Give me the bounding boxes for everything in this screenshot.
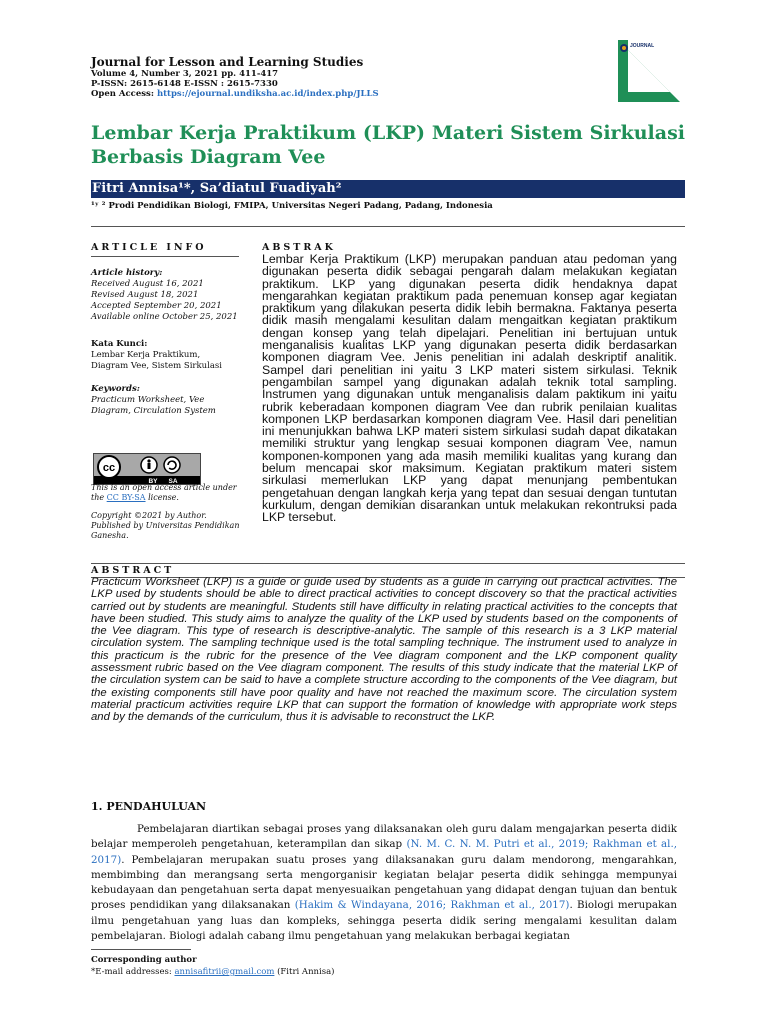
received-date: Received August 16, 2021 — [91, 279, 204, 289]
divider — [91, 256, 239, 257]
abstrak-text: Lembar Kerja Praktikum (LKP) merupakan panduan atau pedoman yang digunakan peserta didik sebagai pengarah dalam melakukan kegiatan praktikum. LKP yang digunakan peserta didik hendaknya dapat mengarahkan kegiatan praktikum pada penemuan konsep agar kegiatan praktikum yang dilakukan peserta didik lebih bermakna. Faktanya peserta didik masih mengalami kesulitan dalam mengaitkan kegiatan praktikum dengan konsep yang telah dipelajari. Penelitian ini bertujuan untuk menganalisis kualitas LKP yang digunakan peserta didik berdasarkan komponen diagram Vee. Jenis penelitian ini adalah deskriptif analitik. Sampel dari penelitian ini yaitu 3 LKP materi sistem sirkulasi. Teknik pengambilan sampel yang digunakan adalah teknik total sampling. Instrumen yang digunakan untuk menganalisis dalam paktikum ini yaitu rubrik keberadaan komponen diagram Vee dan rubrik penilaian kualitas komponen LKP berdasarkan komponen diagram Vee. Hasil dari penelitian ini menunjukkan bahwa LKP materi sistem sirkulasi sudah dapat dikatakan memiliki struktur yang lengkap sesuai komponen diagram Vee, namun komponen-komponen yang ada masih memiliki kualitas yang kurang dan belum mencapai skor maksimum. Kegiatan praktikum materi sistem sirkulasi memerlukan LKP yang dapat menunjang pembentukan pengetahuan dengan langkah kerja yang tepat dan sesuai dengan tuntutan kurkulum, dengan demikian disarankan untuk melakukan rekontruksi pada LKP tersebut. — [262, 252, 677, 525]
journal-logo — [618, 40, 680, 102]
footnote-divider — [91, 949, 191, 950]
keywords-label: Keywords: — [91, 384, 140, 394]
article-history — [91, 268, 241, 323]
svg-text:cc: cc — [102, 462, 116, 474]
kata-line-1: Lembar Kerja Praktikum, — [91, 350, 201, 360]
license-text — [91, 483, 243, 503]
accepted-date: Accepted September 20, 2021 — [91, 301, 222, 311]
keywords — [91, 384, 241, 417]
volume-info: Volume 4, Number 3, 2021 pp. 411-417 — [91, 69, 279, 79]
email-label: *E-mail addresses: — [91, 967, 175, 977]
section-title: 1. PENDAHULUAN — [91, 800, 207, 813]
kata-line-2: Diagram Vee, Sistem Sirkulasi — [91, 361, 222, 371]
online-date: Available online October 25, 2021 — [91, 312, 238, 322]
email-link[interactable]: annisafitrii@gmail.com — [174, 967, 275, 977]
article-info-heading: ARTICLE INFO — [91, 242, 207, 253]
author-names: Fitri Annisa¹*, Sa’diatul Fuadiyah² — [92, 181, 342, 196]
revised-date: Revised August 18, 2021 — [91, 290, 199, 300]
citation-link[interactable]: (N. M. C. N. M. Putri et al., 2019; Rakhman et al., 2017) — [91, 838, 677, 866]
text-run: . Biologi merupakan ilmu pengetahuan yang luas dan kompleks, sehingga peserta didik sering mengalami kesulitan dalam pembelajaran. Biologi adalah cabang ilmu pengetahuan yang melakukan berbagai kegiatan — [91, 899, 677, 943]
email-line — [91, 967, 334, 977]
logo-text: JOURNAL — [630, 43, 655, 49]
cc-by-sa-link[interactable]: CC BY-SA — [106, 493, 146, 502]
author-bar — [91, 180, 685, 198]
journal-title: Journal for Lesson and Learning Studies — [91, 55, 364, 69]
open-access-line — [91, 89, 379, 99]
body-text — [91, 822, 677, 944]
history-label: Article history: — [91, 268, 163, 278]
open-access-label: Open Access: — [91, 89, 154, 99]
issn-info: P-ISSN: 2615-6148 E-ISSN : 2615-7330 — [91, 79, 278, 89]
abstract-heading: ABSTRACT — [91, 565, 175, 576]
divider — [91, 563, 685, 564]
journal-url-link[interactable]: https://ejournal.undiksha.ac.id/index.php/JLLS — [156, 89, 379, 99]
svg-text:SA: SA — [168, 478, 178, 484]
abstrak-heading: ABSTRAK — [262, 242, 336, 253]
citation-link[interactable]: (Hakim & Windayana, 2016; Rakhman et al., 2017) — [294, 899, 570, 912]
email-owner: (Fitri Annisa) — [274, 967, 335, 977]
text-run: . Pembelajaran merupakan suatu proses yang dilaksanakan guru dalam mendorong, mengarahkan, membimbing dan merangsang serta mengorganisir kegiatan belajar peserta didik sehingga mempunyai kebudayaan dan pengetahuan serta dapat menyesuaikan pengetahuan yang didapat dengan tujuan dan bentuk proses pendidikan yang dilaksanakan — [91, 853, 677, 912]
svg-text:BY: BY — [148, 478, 158, 484]
kata-label: Kata Kunci: — [91, 339, 148, 349]
paper-title: Lembar Kerja Praktikum (LKP) Materi Sistem Sirkulasi Berbasis Diagram Vee — [91, 122, 685, 168]
copyright-text: Copyright ©2021 by Author. Published by Universitas Pendidikan Ganesha. — [91, 511, 240, 540]
corresponding-author-label: Corresponding author — [91, 955, 197, 965]
keywords-line-1: Practicum Worksheet, Vee — [91, 395, 205, 405]
license-text-1: This is an open access article under the — [91, 483, 237, 502]
keywords-line-2: Diagram, Circulation System — [91, 406, 216, 416]
abstract-text: Practicum Worksheet (LKP) is a guide or guide used by students as a guide in carrying out practical activities. The LKP used by students should be able to direct practical activities to concept discovery so that the practical activities carried out by students are meaningful. Students still have difficulty in relating practical activities to the concepts that have been studied. This study aims to analyze the quality of the LKP used by students based on the components of the Vee diagram. This type of research is descriptive-analytic. The sample of this research is a 3 LKP material circulation system. The sampling technique used is the total sampling technique. The instrument used to analyze in this practicum is the rubric for the presence of the Vee diagram component and the LKP component quality assessment rubric based on the Vee diagram component. The results of this study indicate that the material LKP of the circulation system can be said to have a complete structure according to the components of the Vee diagram, but the existing components still have poor quality and have not reached the maximum score. The circulation system material practicum activities require LKP that can support the formation of knowledge with appropriate work steps and by the demands of the curriculum, thus it is advisable to reconstruct the LKP. — [91, 576, 677, 724]
paragraph — [91, 822, 677, 944]
text-run: Pembelajaran diartikan sebagai proses yang dilaksanakan oleh guru dalam mengajarkan peserta didik belajar memperoleh pengetahuan, keterampilan dan sikap — [91, 823, 677, 851]
license-text-2: license. — [148, 493, 179, 502]
affiliation: ¹ʸ ² Prodi Pendidikan Biologi, FMIPA, Universitas Negeri Padang, Padang, Indonesia — [91, 201, 493, 211]
divider — [91, 226, 685, 227]
cc-by-sa-badge[interactable] — [93, 453, 201, 485]
kata-kunci — [91, 339, 241, 372]
